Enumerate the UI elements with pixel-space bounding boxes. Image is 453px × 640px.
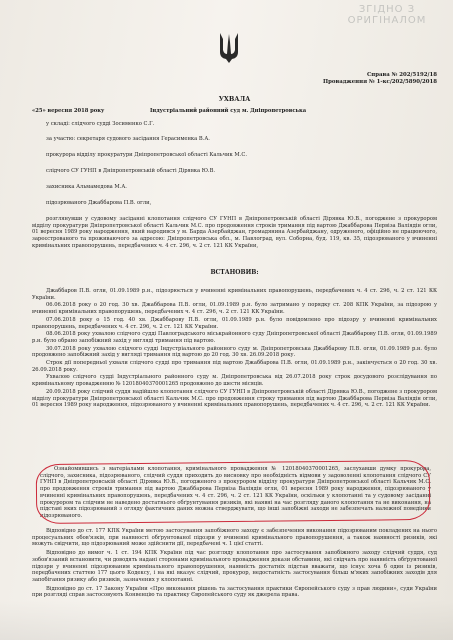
legal-basis-block <box>32 528 437 601</box>
legal-paragraph: Відповідно до вимог ч. 1 ст. 194 КПК України під час розгляду клопотання про застосування запобіжного заходу слідчий суддя, суд зобов'язаний встановити, чи доводять надані сторонами кримінального провадження докази обставини, які свідчать про наявність обґрунтованої підозри у вчиненні підозрюваним кримінального правопорушення, наявність достатніх підстав вважати, що існує хоча б один із ризиків, передбачених статтею 177 цього Кодексу, і на які вказує слідчий, прокурор, недостатність застосування більш м'яких запобіжних заходів для запобігання ризику або ризиків, зазначених у клопотанні. <box>32 550 437 583</box>
facts-paragraph: Джаббаров П.В. огли, 01.09.1989 р.н., підозрюється у вчиненні кримінальних правопорушень, передбачених ч. 4 ст. 296, ч. 2 ст. 121 КК України. <box>32 288 437 301</box>
investigator-line: слідчого СУ ГУНП в Дніпропетровській області Дірявка Ю.В. <box>46 168 216 174</box>
stamp-line-2: ОРИГІНАЛОМ <box>347 15 427 26</box>
facts-paragraph: Строк дії попередньої ухвали слідчого судді про тримання під вартою Джаббарова П.В. огли, 01.09.1989 р.н., закінчується о 20 год. 30 хв. 26.09.2018 року. <box>32 360 437 373</box>
page-shadow <box>0 600 453 640</box>
facts-paragraph: 08.06.2018 року ухвалою слідчого судді Павлоградського міськрайонного суду Дніпропетровської області Джаббарову П.В. огли, 01.09.1989 р.н. було обрано запобіжний захід у вигляді тримання під вартою. <box>32 331 437 344</box>
facts-paragraph: 06.06.2018 року о 20 год. 30 хв. Джаббарова П.В. огли, 01.09.1989 р.н. було затримано у порядку ст. 208 КПК України, за підозрою у вчиненні кримінальних правопорушень, передбачених ч. 4 ст. 296, ч. 2 ст. 121 КК України. <box>32 302 437 316</box>
suspect-line: підозрюваного Джаббарова П.В. огли, <box>46 200 152 206</box>
trident-emblem-icon <box>217 30 241 64</box>
facts-paragraph: 07.06.2018 року о 15 год. 40 хв. Джаббарову П.В. огли, 01.09.1989 р.н. було повідомлено про підозру у вчиненні кримінальних правопорушень, передбачених ч. 4 ст. 296, ч. 2 ст. 121 КК України. <box>32 316 437 330</box>
doc-title: УХВАЛА <box>218 95 251 103</box>
secretary-line: за участю: секретаря судового засідання Герасименка В.А. <box>46 136 210 142</box>
stamp-line-1: ЗГІДНО З <box>358 4 416 15</box>
proceeding-number: Провадження № 1-кс/202/5890/2018 <box>323 79 437 85</box>
defender-line: захисника Альмамедова М.А. <box>46 184 127 190</box>
consideration-paragraph: розглянувши у судовому засіданні клопотання слідчого СУ ГУНП в Дніпропетровській області Дірявка Ю.В., погоджене з прокурором відділу прокуратури Дніпропетровської області Кальчик М.С. про продовження строків тримання під вартою Джаббарова Первіза Валіядін огли, 01 вересня 1989 року народження, який народився у м. Барда Азербайджан, громадянина Азербайджану, одруженого, офіційно не працюючого, зареєстрованого та проживаючого за адресою: Дніпропетровська обл., м. Павлоград, вул. Соборна, буд. 119, кв. 35, підозрюваного у вчиненні кримінальних правопорушень, передбачених ч. 4 ст. 296, ч. 2 ст. 121 КК України, <box>32 216 437 249</box>
document-date: «25» вересня 2018 року <box>32 108 105 114</box>
prosecutor-line: прокурора відділу прокуратури Дніпропетровської області Кальчик М.С. <box>46 152 247 158</box>
section-title: ВСТАНОВИВ: <box>210 269 259 276</box>
legal-paragraph: Відповідно до ст. 17 Закону України «Про виконання рішень та застосування практики Європейського суду з прав людини», суди України при розгляді справ застосовують Конвенцію та практику Європейського суду як джерела права. <box>32 585 437 599</box>
certified-copy-stamp <box>338 4 436 26</box>
court-name: Індустріальний районний суд м. Дніпропетровська <box>150 108 307 114</box>
facts-block <box>32 288 437 410</box>
case-number: Справа № 202/5192/18 <box>366 72 437 78</box>
highlighted-paragraph: Ознайомившись з матеріалами клопотання, кримінального провадження № 12018040370001265, заслухавши думку прокурора, слідчого, захисника, підозрюваного, слідчий суддя приходить до висновку про необхідність відмови у задоволенні клопотання слідчого СУ ГУНП в Дніпропетровській області Дірявка Ю.В., погодженого з прокурором відділу прокуратури Дніпропетровської області Кальчик М.С. про продовження строків тримання під вартою Джаббарова Первіза Валіядін огли, 01 вересня 1989 року народження, підозрюваного у вчиненні кримінальних правопорушень, передбачених ч. 4 ст. 296, ч. 2 ст. 121 КК України, оскільки у клопотанні та у судовому засіданні прокурором та слідчим не наведено достатнього обґрунтування ризиків, які наявні на час розгляду даного клопотання та не виконання, на підставі яких підозрюваний з огляду фактичних даних можна стверджувати, що інші запобіжні заходи не забезпечать належної поведінки підозрюваного. <box>40 466 431 519</box>
judge-line: у складі: слідчого судді Зосименко С.Г. <box>46 121 155 127</box>
facts-paragraph: 20.09.2018 року слідчий суддя надійшло клопотання слідчого СУ ГУНП в Дніпропетровській області Дірявка Ю.В., погоджене з прокурором відділу прокуратури Дніпропетровської області Кальчик М.С. про продовження строку тримання під вартою Джаббарова Первіза Валіядін огли, 01 вересня 1989 року народження, підозрюваного у вчиненні кримінальних правопорушень, передбачених ч. 4 ст. 296, ч. 2 ст. 121 КК України. <box>32 388 437 409</box>
legal-paragraph: Відповідно до ст. 177 КПК України метою застосування запобіжного заходу є забезпечення виконання підозрюваним покладених на нього процесуальних обов'язків, при наявності обґрунтованої підозри у вчиненні кримінального правопорушення, а також наявності ризиків, які можуть свідчити, що підозрюваний може здійснити дії, передбачені ч. 1 цієї статті. <box>32 528 437 548</box>
red-highlight-outline <box>36 460 431 524</box>
facts-paragraph: Ухвалою слідчого судді Індустріального районного суду м. Дніпропетровська від 26.07.2018 року строк досудового розслідування по кримінальному провадженню № 12018040370001265 продовжено до шести місяців. <box>32 374 437 388</box>
facts-paragraph: 30.07.2018 року ухвалою слідчого судді Індустріального районного суду м. Дніпропетровська Джаббарову П.В. огли, 01.09.1989 р.н. було продовжено запобіжний захід у вигляді тримання під вартою до 20 год. 30 хв. 26.09.2018 року. <box>32 345 437 359</box>
